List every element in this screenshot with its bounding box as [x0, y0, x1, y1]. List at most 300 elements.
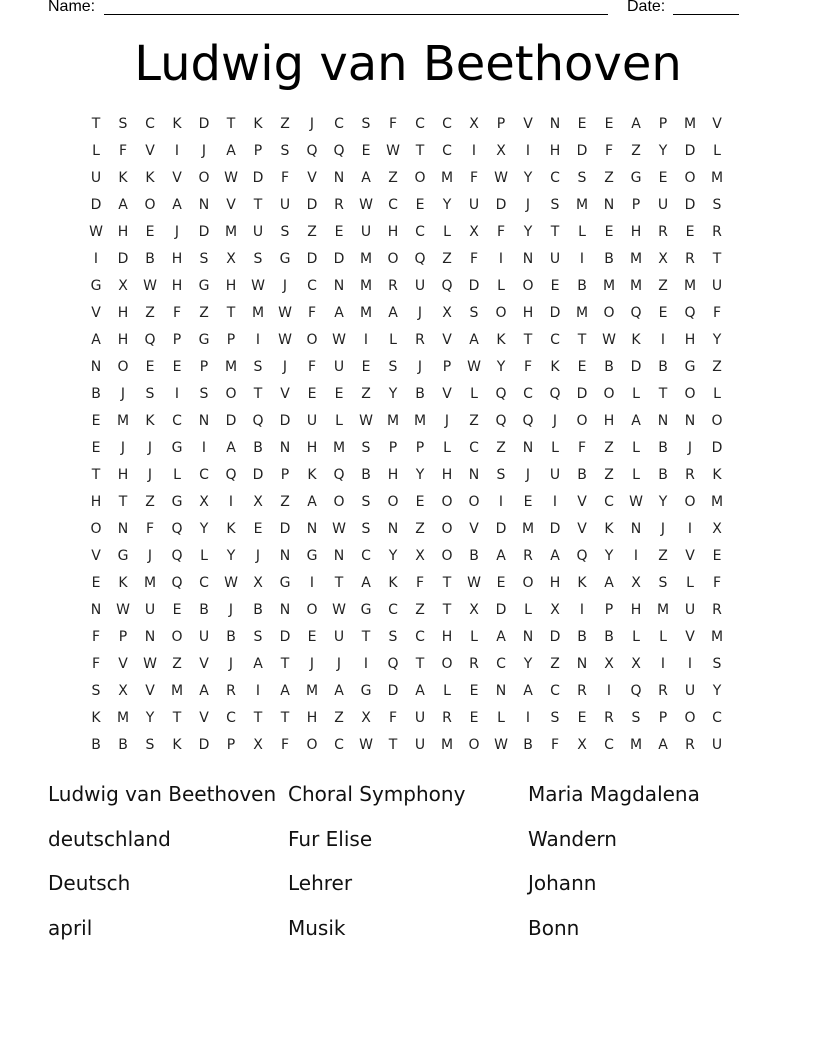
- grid-letter[interactable]: S: [280, 224, 290, 240]
- grid-letter[interactable]: F: [604, 143, 614, 159]
- grid-letter[interactable]: U: [711, 278, 723, 294]
- grid-letter[interactable]: Z: [496, 440, 506, 456]
- grid-letter[interactable]: F: [91, 656, 101, 672]
- grid-letter[interactable]: L: [173, 467, 181, 483]
- grid-letter[interactable]: O: [522, 575, 534, 591]
- grid-letter[interactable]: D: [576, 143, 588, 159]
- grid-letter[interactable]: Q: [414, 251, 426, 267]
- grid-letter[interactable]: N: [90, 602, 102, 618]
- grid-letter[interactable]: Q: [171, 521, 183, 537]
- grid-letter[interactable]: J: [417, 305, 423, 321]
- grid-letter[interactable]: S: [91, 683, 101, 699]
- grid-letter[interactable]: A: [361, 170, 371, 186]
- grid-letter[interactable]: Q: [333, 143, 345, 159]
- grid-letter[interactable]: I: [201, 440, 207, 456]
- grid-letter[interactable]: J: [255, 548, 261, 564]
- grid-letter[interactable]: I: [552, 494, 558, 510]
- grid-letter[interactable]: O: [387, 494, 399, 510]
- grid-letter[interactable]: V: [307, 170, 317, 186]
- grid-letter[interactable]: D: [306, 251, 318, 267]
- grid-letter[interactable]: K: [118, 575, 128, 591]
- grid-letter[interactable]: K: [631, 332, 641, 348]
- grid-letter[interactable]: N: [630, 521, 642, 537]
- grid-letter[interactable]: E: [604, 116, 614, 132]
- grid-letter[interactable]: I: [525, 710, 531, 726]
- grid-letter[interactable]: T: [442, 602, 452, 618]
- grid-letter[interactable]: R: [469, 656, 479, 672]
- grid-letter[interactable]: J: [525, 197, 531, 213]
- grid-letter[interactable]: J: [525, 467, 531, 483]
- grid-letter[interactable]: T: [334, 575, 344, 591]
- grid-letter[interactable]: E: [712, 548, 722, 564]
- grid-letter[interactable]: O: [684, 710, 696, 726]
- grid-letter[interactable]: A: [226, 143, 236, 159]
- grid-letter[interactable]: T: [118, 494, 128, 510]
- grid-letter[interactable]: N: [576, 656, 588, 672]
- grid-letter[interactable]: M: [710, 170, 724, 186]
- grid-letter[interactable]: C: [415, 224, 425, 240]
- grid-letter[interactable]: F: [469, 170, 479, 186]
- grid-letter[interactable]: R: [442, 710, 452, 726]
- grid-letter[interactable]: G: [171, 440, 183, 456]
- grid-letter[interactable]: B: [577, 278, 587, 294]
- grid-letter[interactable]: I: [525, 143, 531, 159]
- grid-letter[interactable]: Y: [658, 494, 668, 510]
- grid-letter[interactable]: Q: [252, 413, 264, 429]
- grid-letter[interactable]: H: [387, 467, 399, 483]
- grid-letter[interactable]: Y: [226, 548, 236, 564]
- grid-letter[interactable]: Z: [145, 494, 155, 510]
- grid-letter[interactable]: S: [496, 467, 506, 483]
- grid-letter[interactable]: N: [522, 629, 534, 645]
- grid-letter[interactable]: H: [225, 278, 237, 294]
- grid-letter[interactable]: J: [174, 224, 180, 240]
- grid-letter[interactable]: Y: [199, 521, 209, 537]
- grid-letter[interactable]: M: [116, 710, 130, 726]
- grid-letter[interactable]: I: [363, 332, 369, 348]
- grid-letter[interactable]: L: [470, 629, 478, 645]
- grid-letter[interactable]: F: [415, 575, 425, 591]
- grid-letter[interactable]: S: [253, 359, 263, 375]
- grid-letter[interactable]: B: [253, 602, 263, 618]
- grid-letter[interactable]: O: [387, 251, 399, 267]
- grid-letter[interactable]: X: [469, 116, 479, 132]
- grid-letter[interactable]: E: [253, 521, 263, 537]
- grid-letter[interactable]: T: [388, 737, 398, 753]
- grid-letter[interactable]: O: [603, 386, 615, 402]
- grid-letter[interactable]: P: [118, 629, 128, 645]
- grid-letter[interactable]: L: [551, 440, 559, 456]
- grid-letter[interactable]: V: [577, 521, 587, 537]
- grid-letter[interactable]: F: [550, 737, 560, 753]
- grid-letter[interactable]: X: [469, 224, 479, 240]
- grid-letter[interactable]: C: [442, 143, 452, 159]
- grid-letter[interactable]: L: [443, 440, 451, 456]
- grid-letter[interactable]: H: [117, 305, 129, 321]
- grid-letter[interactable]: X: [604, 656, 614, 672]
- grid-letter[interactable]: C: [361, 548, 371, 564]
- grid-letter[interactable]: A: [523, 683, 533, 699]
- grid-letter[interactable]: X: [577, 737, 587, 753]
- grid-letter[interactable]: Y: [523, 656, 533, 672]
- grid-letter[interactable]: K: [577, 575, 587, 591]
- grid-letter[interactable]: S: [469, 305, 479, 321]
- grid-letter[interactable]: J: [228, 602, 234, 618]
- grid-letter[interactable]: K: [172, 116, 182, 132]
- grid-letter[interactable]: M: [710, 494, 724, 510]
- grid-letter[interactable]: L: [524, 602, 532, 618]
- grid-letter[interactable]: E: [577, 116, 587, 132]
- grid-letter[interactable]: N: [279, 602, 291, 618]
- grid-letter[interactable]: Z: [550, 656, 560, 672]
- grid-letter[interactable]: E: [307, 386, 317, 402]
- grid-letter[interactable]: G: [360, 683, 372, 699]
- grid-letter[interactable]: I: [255, 683, 261, 699]
- grid-letter[interactable]: U: [90, 170, 102, 186]
- grid-letter[interactable]: Z: [415, 521, 425, 537]
- grid-letter[interactable]: I: [660, 656, 666, 672]
- grid-letter[interactable]: K: [307, 467, 317, 483]
- grid-letter[interactable]: D: [306, 197, 318, 213]
- grid-letter[interactable]: S: [388, 359, 398, 375]
- grid-letter[interactable]: M: [332, 440, 346, 456]
- grid-letter[interactable]: J: [336, 656, 342, 672]
- grid-letter[interactable]: V: [226, 197, 236, 213]
- grid-letter[interactable]: M: [683, 278, 697, 294]
- grid-letter[interactable]: H: [441, 467, 453, 483]
- grid-letter[interactable]: P: [199, 359, 209, 375]
- grid-letter[interactable]: J: [147, 548, 153, 564]
- grid-letter[interactable]: T: [523, 332, 533, 348]
- grid-letter[interactable]: G: [198, 332, 210, 348]
- grid-letter[interactable]: B: [658, 359, 668, 375]
- grid-letter[interactable]: S: [550, 197, 560, 213]
- grid-letter[interactable]: O: [171, 629, 183, 645]
- grid-letter[interactable]: N: [522, 440, 534, 456]
- grid-letter[interactable]: C: [226, 710, 236, 726]
- grid-letter[interactable]: W: [116, 602, 130, 618]
- grid-letter[interactable]: I: [174, 143, 180, 159]
- grid-letter[interactable]: T: [712, 251, 722, 267]
- grid-letter[interactable]: Q: [549, 386, 561, 402]
- grid-letter[interactable]: E: [145, 224, 155, 240]
- grid-letter[interactable]: B: [226, 629, 236, 645]
- grid-letter[interactable]: H: [603, 413, 615, 429]
- grid-letter[interactable]: V: [172, 170, 182, 186]
- grid-letter[interactable]: T: [442, 575, 452, 591]
- grid-letter[interactable]: K: [145, 170, 155, 186]
- grid-letter[interactable]: M: [656, 602, 670, 618]
- grid-letter[interactable]: K: [253, 116, 263, 132]
- grid-letter[interactable]: I: [174, 386, 180, 402]
- grid-letter[interactable]: A: [388, 305, 398, 321]
- grid-letter[interactable]: L: [389, 332, 397, 348]
- grid-letter[interactable]: X: [712, 521, 722, 537]
- grid-letter[interactable]: L: [659, 629, 667, 645]
- grid-letter[interactable]: Z: [604, 440, 614, 456]
- grid-letter[interactable]: W: [332, 602, 346, 618]
- grid-letter[interactable]: Q: [171, 575, 183, 591]
- grid-letter[interactable]: I: [633, 548, 639, 564]
- grid-letter[interactable]: O: [333, 494, 345, 510]
- grid-letter[interactable]: V: [712, 116, 722, 132]
- grid-letter[interactable]: L: [578, 224, 586, 240]
- grid-letter[interactable]: Y: [415, 467, 425, 483]
- grid-letter[interactable]: D: [90, 197, 102, 213]
- grid-letter[interactable]: L: [686, 575, 694, 591]
- grid-letter[interactable]: F: [280, 170, 290, 186]
- grid-letter[interactable]: Z: [145, 305, 155, 321]
- grid-letter[interactable]: C: [172, 413, 182, 429]
- grid-letter[interactable]: N: [279, 548, 291, 564]
- grid-letter[interactable]: Q: [333, 467, 345, 483]
- grid-letter[interactable]: L: [632, 440, 640, 456]
- grid-letter[interactable]: Z: [469, 413, 479, 429]
- grid-letter[interactable]: A: [226, 440, 236, 456]
- grid-letter[interactable]: E: [172, 602, 182, 618]
- grid-letter[interactable]: O: [225, 386, 237, 402]
- grid-letter[interactable]: R: [685, 467, 695, 483]
- grid-letter[interactable]: M: [575, 197, 589, 213]
- grid-letter[interactable]: D: [279, 521, 291, 537]
- grid-letter[interactable]: X: [496, 143, 506, 159]
- grid-letter[interactable]: W: [332, 332, 346, 348]
- grid-letter[interactable]: N: [306, 521, 318, 537]
- grid-letter[interactable]: U: [468, 197, 480, 213]
- grid-letter[interactable]: D: [549, 521, 561, 537]
- grid-letter[interactable]: D: [225, 413, 237, 429]
- grid-letter[interactable]: T: [253, 710, 263, 726]
- grid-letter[interactable]: M: [602, 278, 616, 294]
- grid-letter[interactable]: A: [361, 575, 371, 591]
- grid-letter[interactable]: D: [198, 224, 210, 240]
- grid-letter[interactable]: Z: [604, 467, 614, 483]
- grid-letter[interactable]: I: [93, 251, 99, 267]
- grid-letter[interactable]: W: [278, 305, 292, 321]
- grid-letter[interactable]: P: [280, 467, 290, 483]
- grid-letter[interactable]: R: [658, 683, 668, 699]
- grid-letter[interactable]: B: [415, 386, 425, 402]
- grid-letter[interactable]: W: [359, 737, 373, 753]
- grid-letter[interactable]: K: [118, 170, 128, 186]
- grid-letter[interactable]: E: [550, 278, 560, 294]
- grid-letter[interactable]: P: [496, 116, 506, 132]
- grid-letter[interactable]: I: [660, 332, 666, 348]
- grid-letter[interactable]: Y: [658, 143, 668, 159]
- grid-letter[interactable]: N: [333, 548, 345, 564]
- grid-letter[interactable]: Q: [684, 305, 696, 321]
- grid-letter[interactable]: Y: [388, 548, 398, 564]
- grid-letter[interactable]: S: [577, 170, 587, 186]
- grid-letter[interactable]: N: [684, 413, 696, 429]
- grid-letter[interactable]: J: [120, 440, 126, 456]
- grid-letter[interactable]: W: [386, 143, 400, 159]
- grid-letter[interactable]: Z: [334, 710, 344, 726]
- grid-letter[interactable]: A: [604, 575, 614, 591]
- grid-letter[interactable]: F: [577, 440, 587, 456]
- grid-letter[interactable]: A: [199, 683, 209, 699]
- grid-letter[interactable]: U: [198, 629, 210, 645]
- grid-letter[interactable]: X: [118, 278, 128, 294]
- grid-letter[interactable]: I: [363, 656, 369, 672]
- grid-letter[interactable]: N: [468, 467, 480, 483]
- grid-letter[interactable]: T: [415, 656, 425, 672]
- grid-letter[interactable]: Z: [604, 170, 614, 186]
- grid-letter[interactable]: C: [145, 116, 155, 132]
- grid-letter[interactable]: M: [305, 683, 319, 699]
- grid-letter[interactable]: A: [334, 305, 344, 321]
- grid-letter[interactable]: E: [307, 629, 317, 645]
- grid-letter[interactable]: S: [361, 521, 371, 537]
- grid-letter[interactable]: B: [91, 737, 101, 753]
- grid-letter[interactable]: S: [199, 251, 209, 267]
- grid-letter[interactable]: U: [549, 251, 561, 267]
- grid-letter[interactable]: L: [200, 548, 208, 564]
- grid-letter[interactable]: L: [443, 683, 451, 699]
- grid-letter[interactable]: Q: [630, 305, 642, 321]
- grid-letter[interactable]: P: [604, 602, 614, 618]
- grid-letter[interactable]: Q: [630, 683, 642, 699]
- grid-letter[interactable]: Y: [523, 170, 533, 186]
- grid-letter[interactable]: W: [143, 278, 157, 294]
- grid-letter[interactable]: R: [577, 683, 587, 699]
- grid-letter[interactable]: L: [470, 386, 478, 402]
- grid-letter[interactable]: O: [306, 602, 318, 618]
- grid-letter[interactable]: Q: [495, 386, 507, 402]
- grid-letter[interactable]: A: [253, 656, 263, 672]
- grid-letter[interactable]: B: [199, 602, 209, 618]
- grid-letter[interactable]: H: [684, 332, 696, 348]
- grid-letter[interactable]: N: [495, 683, 507, 699]
- grid-letter[interactable]: Y: [523, 224, 533, 240]
- grid-letter[interactable]: J: [309, 116, 315, 132]
- grid-letter[interactable]: U: [414, 737, 426, 753]
- grid-letter[interactable]: N: [144, 629, 156, 645]
- grid-letter[interactable]: Y: [442, 197, 452, 213]
- grid-letter[interactable]: Q: [225, 467, 237, 483]
- grid-letter[interactable]: Q: [144, 332, 156, 348]
- grid-letter[interactable]: O: [414, 170, 426, 186]
- grid-letter[interactable]: C: [415, 629, 425, 645]
- grid-letter[interactable]: C: [199, 467, 209, 483]
- grid-letter[interactable]: V: [145, 683, 155, 699]
- grid-letter[interactable]: G: [306, 548, 318, 564]
- grid-letter[interactable]: K: [496, 332, 506, 348]
- grid-letter[interactable]: Z: [388, 170, 398, 186]
- grid-letter[interactable]: U: [549, 467, 561, 483]
- grid-letter[interactable]: V: [145, 143, 155, 159]
- grid-letter[interactable]: X: [658, 251, 668, 267]
- grid-letter[interactable]: X: [118, 683, 128, 699]
- grid-letter[interactable]: M: [440, 737, 454, 753]
- grid-letter[interactable]: O: [684, 494, 696, 510]
- grid-letter[interactable]: V: [469, 521, 479, 537]
- grid-letter[interactable]: A: [172, 197, 182, 213]
- grid-letter[interactable]: F: [145, 521, 155, 537]
- grid-letter[interactable]: T: [226, 305, 236, 321]
- grid-letter[interactable]: J: [147, 440, 153, 456]
- grid-letter[interactable]: N: [603, 197, 615, 213]
- grid-letter[interactable]: F: [496, 224, 506, 240]
- grid-letter[interactable]: P: [442, 359, 452, 375]
- grid-letter[interactable]: M: [386, 413, 400, 429]
- grid-letter[interactable]: O: [684, 386, 696, 402]
- grid-letter[interactable]: X: [253, 737, 263, 753]
- grid-letter[interactable]: L: [632, 386, 640, 402]
- grid-letter[interactable]: V: [442, 386, 452, 402]
- grid-letter[interactable]: Z: [415, 602, 425, 618]
- grid-letter[interactable]: W: [359, 413, 373, 429]
- grid-letter[interactable]: V: [199, 710, 209, 726]
- grid-letter[interactable]: I: [579, 602, 585, 618]
- grid-letter[interactable]: A: [496, 548, 506, 564]
- grid-letter[interactable]: M: [629, 278, 643, 294]
- grid-letter[interactable]: T: [172, 710, 182, 726]
- grid-letter[interactable]: P: [631, 197, 641, 213]
- grid-letter[interactable]: S: [280, 143, 290, 159]
- grid-letter[interactable]: I: [498, 494, 504, 510]
- grid-letter[interactable]: M: [359, 305, 373, 321]
- grid-letter[interactable]: E: [361, 359, 371, 375]
- grid-letter[interactable]: E: [415, 197, 425, 213]
- grid-letter[interactable]: G: [279, 575, 291, 591]
- grid-letter[interactable]: O: [576, 413, 588, 429]
- grid-letter[interactable]: C: [307, 278, 317, 294]
- grid-letter[interactable]: H: [387, 224, 399, 240]
- grid-letter[interactable]: Y: [604, 548, 614, 564]
- grid-letter[interactable]: V: [118, 656, 128, 672]
- grid-letter[interactable]: A: [496, 629, 506, 645]
- grid-letter[interactable]: A: [280, 683, 290, 699]
- grid-letter[interactable]: K: [604, 521, 614, 537]
- grid-letter[interactable]: B: [523, 737, 533, 753]
- grid-letter[interactable]: Z: [199, 305, 209, 321]
- grid-letter[interactable]: T: [415, 143, 425, 159]
- grid-letter[interactable]: J: [120, 386, 126, 402]
- grid-letter[interactable]: Y: [712, 332, 722, 348]
- grid-letter[interactable]: E: [577, 359, 587, 375]
- grid-letter[interactable]: W: [89, 224, 103, 240]
- grid-letter[interactable]: H: [630, 602, 642, 618]
- grid-letter[interactable]: O: [306, 332, 318, 348]
- grid-letter[interactable]: U: [252, 224, 264, 240]
- grid-letter[interactable]: Z: [172, 656, 182, 672]
- grid-letter[interactable]: V: [523, 116, 533, 132]
- grid-letter[interactable]: R: [334, 197, 344, 213]
- grid-letter[interactable]: K: [388, 575, 398, 591]
- grid-letter[interactable]: J: [282, 359, 288, 375]
- grid-letter[interactable]: J: [552, 413, 558, 429]
- grid-letter[interactable]: G: [360, 602, 372, 618]
- grid-letter[interactable]: P: [388, 440, 398, 456]
- grid-letter[interactable]: S: [145, 386, 155, 402]
- grid-letter[interactable]: I: [687, 656, 693, 672]
- grid-letter[interactable]: R: [523, 548, 533, 564]
- grid-letter[interactable]: S: [253, 251, 263, 267]
- grid-letter[interactable]: E: [469, 710, 479, 726]
- grid-letter[interactable]: N: [333, 170, 345, 186]
- grid-letter[interactable]: X: [253, 575, 263, 591]
- grid-letter[interactable]: B: [604, 629, 614, 645]
- grid-letter[interactable]: B: [604, 251, 614, 267]
- grid-letter[interactable]: N: [279, 440, 291, 456]
- grid-letter[interactable]: B: [361, 467, 371, 483]
- grid-letter[interactable]: M: [683, 116, 697, 132]
- grid-letter[interactable]: U: [333, 359, 345, 375]
- grid-letter[interactable]: C: [550, 332, 560, 348]
- grid-letter[interactable]: S: [145, 737, 155, 753]
- grid-letter[interactable]: P: [253, 143, 263, 159]
